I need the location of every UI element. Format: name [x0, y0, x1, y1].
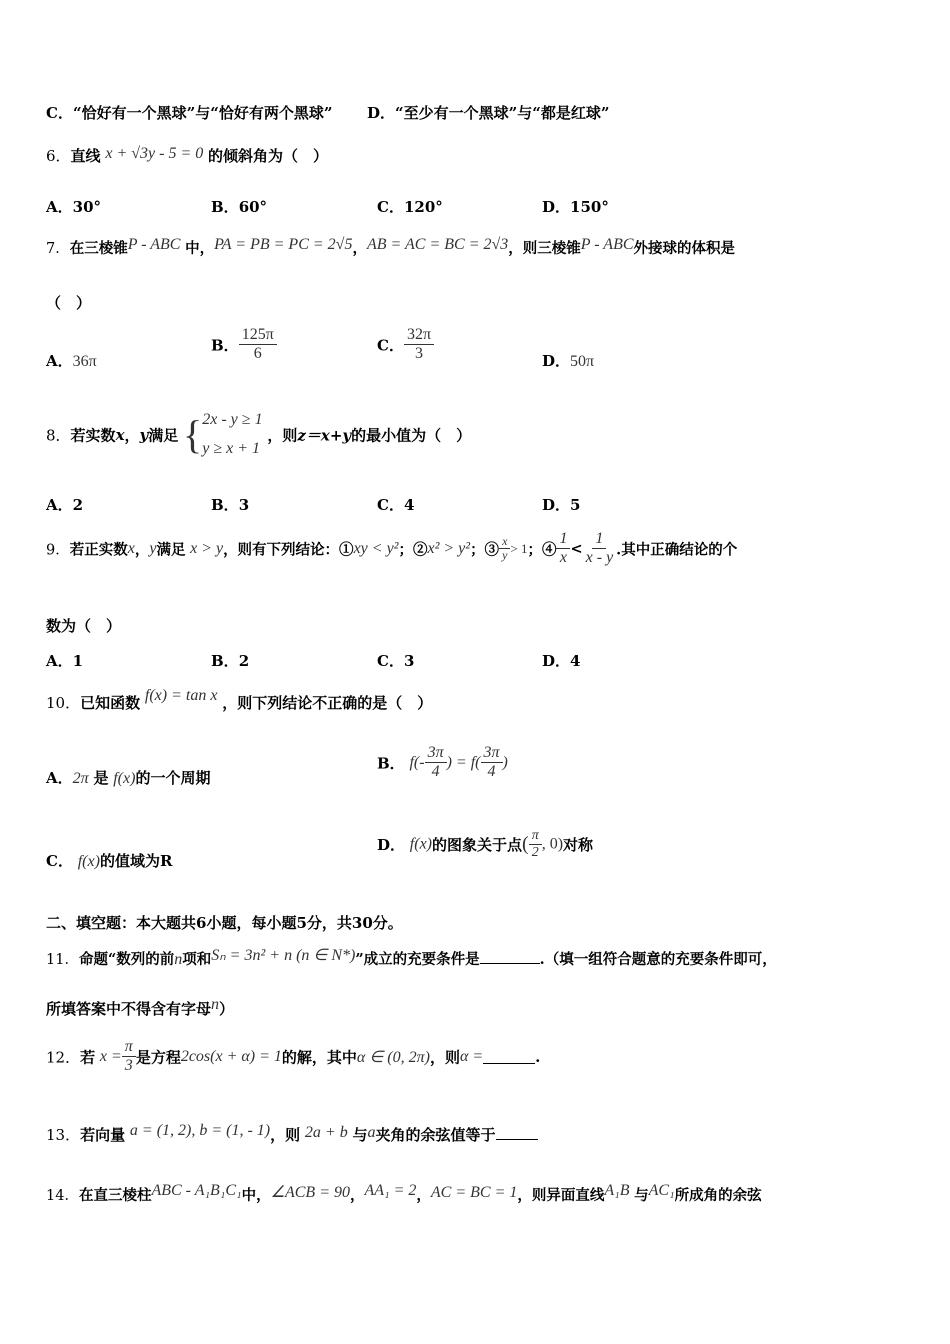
q9-var-x: x [127, 539, 135, 557]
q14-text-4: ， [416, 1187, 431, 1204]
q11-text-1: 命题“数列的前 [78, 951, 175, 968]
q8-comma: ， [124, 426, 140, 445]
q13-text-1: 若向量 [80, 1126, 126, 1144]
q12-text-1: 若 [80, 1048, 96, 1067]
q7-stem [46, 236, 904, 258]
q13-vectors: a = (1, 2), b = (1, - 1) [129, 1122, 271, 1139]
q11-text-2: 项和 [182, 951, 212, 968]
q8-stem [46, 406, 904, 464]
q8-text-1: 若实数 [70, 426, 116, 445]
q12-alpha: α = [459, 1047, 484, 1065]
q14-aa1: AA₁ = 2 [364, 1182, 417, 1199]
q13-combo: 2a + b [304, 1124, 348, 1141]
q8-text-4: 的最小值为（ ） [351, 426, 472, 445]
q12-stem [46, 1038, 904, 1076]
q7-text-3: ， [352, 240, 367, 257]
q12-answer-blank[interactable] [483, 1049, 535, 1064]
q12-fraction: $\frac{\pi}{3}$ [122, 1038, 136, 1076]
q13-answer-blank[interactable] [496, 1125, 538, 1140]
q14-angle: ∠ACB = 90 [270, 1184, 350, 1201]
q7-option-b-fraction: $\frac{125\pi}{6}$ [239, 326, 277, 364]
q11-var-n2: n [211, 996, 220, 1013]
q6-text-pre: 直线 [70, 147, 101, 165]
q11-text-4: .（填一组符合题意的充要条件即可， [539, 951, 777, 968]
q6-text-post: 的倾斜角为（ ） [208, 147, 329, 165]
q5-opt-d-text: “至少有一个黑球”与“都是红球” [394, 104, 610, 122]
q9-number: 9． [46, 542, 70, 559]
q8-option-b: B．3 [211, 496, 250, 514]
q14-a1b: A₁B [604, 1182, 630, 1199]
q11-text-3: ”成立的充要条件是 [355, 951, 480, 968]
q14-text-2: 中， [241, 1187, 271, 1204]
q8-option-a: A．2 [46, 496, 84, 514]
q8-text-3: ，则 [267, 426, 298, 445]
q9-text-3: ，则有下列结论：① [223, 541, 354, 559]
q13-text-4: 夹角的余弦值等于 [375, 1126, 496, 1144]
q10-option-a: A．2π 是 f(x)的一个周期 [46, 769, 211, 787]
q9-option-c: C．3 [377, 652, 415, 670]
q14-text-1: 在直三棱柱 [78, 1187, 152, 1204]
q9-text-5: ；③ [470, 541, 500, 559]
q9-condition: x > y [190, 539, 224, 557]
q10-option-b: B． f(- $\frac{3\pi}{4}$ ) = f( $\frac{3\pi}{4}$ ) [377, 744, 508, 781]
q14-prism: ABC - A₁B₁C₁ [151, 1182, 242, 1199]
q13-text-3: 与 [352, 1126, 368, 1144]
q9-stem-cont: 数为（ ） [46, 617, 122, 635]
q7-text-4: ，则三棱锥 [508, 240, 581, 257]
q7-option-c: C． $\frac{32\pi}{3}$ [377, 326, 434, 364]
q5-opt-c-text: “恰好有一个黑球”与“恰好有两个黑球” [72, 104, 333, 122]
q9-option-d: D．4 [542, 652, 581, 670]
q5-options-row [46, 102, 904, 123]
q10-function: f(x) = tan x [144, 687, 218, 704]
q7-option-a: A．36π [46, 352, 97, 370]
q10-option-c: C． f(x)的值域为R [46, 852, 173, 870]
q9-var-y: y [149, 539, 157, 557]
q11-stem-cont [46, 996, 904, 1019]
q10-number: 10． [46, 694, 81, 712]
section-2-heading: 二、填空题：本大题共6小题，每小题5分，共30分。 [46, 914, 403, 932]
q7-math-2: PA = PB = PC = 2√5 [214, 236, 353, 253]
q9-conclusion-3-rel: > 1 [510, 540, 528, 556]
q9-conclusion-4-left: $\frac{1}{x}$ [556, 530, 570, 568]
q7-math-3: AB = AC = BC = 2√3 [366, 236, 509, 253]
q8-constraint-system [183, 406, 263, 464]
q8-constraint-1: 2x - y ≥ 1 [202, 411, 263, 428]
q9-conclusion-4-right: $\frac{1}{x - y}$ [585, 530, 614, 567]
q14-text-6: 与 [634, 1187, 649, 1204]
q14-ac-bc: AC = BC = 1 [430, 1184, 518, 1201]
q12-text-2: 是方程 [135, 1048, 181, 1067]
q7-math-4: P - ABC [580, 236, 634, 253]
q9-text-2: 满足 [156, 541, 186, 559]
q8-option-c: C．4 [377, 496, 415, 514]
q9-conclusion-1: xy < y² [353, 539, 399, 557]
q11-answer-blank[interactable] [480, 949, 540, 964]
q9-option-a: A．1 [46, 652, 84, 670]
q11-expression: Sₙ = 3n² + n (n ∈ N*) [211, 947, 356, 964]
q12-text-5: . [535, 1047, 541, 1066]
q12-x-eq: x = [99, 1047, 122, 1065]
q6-option-c: C．120° [377, 198, 443, 216]
q5-opt-d-label: D． [366, 104, 395, 122]
q10-text-1: 已知函数 [80, 694, 141, 712]
q14-ac1: AC₁ [648, 1182, 675, 1199]
q9-text-6: ；④ [527, 541, 557, 559]
q13-number: 13． [46, 1126, 81, 1144]
q6-option-d: D．150° [542, 198, 609, 216]
q12-text-4: ，则 [429, 1048, 460, 1067]
q12-equation: 2cos(x + α) = 1 [180, 1047, 282, 1065]
q7-option-d: D．50π [542, 352, 595, 370]
q9-text-1: 若正实数 [69, 541, 128, 559]
q7-paren: （ ） [46, 294, 92, 312]
q8-objective: z＝x+y [297, 426, 352, 445]
q11-number: 11． [46, 952, 79, 968]
q10-stem [46, 686, 904, 713]
q7-math-1: P - ABC [127, 236, 181, 253]
q13-text-2: ，则 [270, 1126, 301, 1144]
q7-text-5: 外接球的体积是 [633, 240, 736, 257]
q9-comma: ， [134, 541, 150, 559]
q8-constraint-2: y ≥ x + 1 [202, 439, 261, 457]
q9-text-7: .其中正确结论的个 [616, 541, 738, 559]
q11-text-5: 所填答案中不得含有字母 [46, 1000, 212, 1018]
q5-opt-c-label: C． [46, 104, 73, 122]
q11-text-6: ） [219, 1000, 235, 1018]
q7-text-1: 在三棱锥 [69, 240, 128, 257]
q14-stem [46, 1182, 904, 1205]
q11-stem [46, 945, 904, 969]
q9-text-4: ；② [398, 541, 428, 559]
q6-option-b: B．60° [211, 198, 268, 216]
q7-option-b: B． $\frac{125\pi}{6}$ [211, 326, 277, 364]
q10-option-d: D． f(x)的图象关于点( $\frac{\pi}{2}$ , 0)对称 [377, 828, 594, 861]
q9-conclusion-3-fraction: $\frac{x}{y}$ [499, 535, 510, 564]
q12-number: 12． [46, 1048, 81, 1067]
q7-number: 7． [46, 241, 70, 257]
q7-option-c-fraction: $\frac{32\pi}{3}$ [404, 326, 434, 364]
q9-stem [46, 530, 904, 568]
q7-text-2: 中， [185, 240, 215, 257]
q14-text-3: ， [349, 1187, 365, 1204]
q8-option-d: D．5 [542, 496, 581, 514]
q14-number: 14． [46, 1188, 79, 1204]
q12-text-3: 的解，其中 [281, 1048, 357, 1067]
q9-conclusion-2: x² > y² [427, 539, 471, 557]
q6-equation: x + √3y - 5 = 0 [105, 145, 204, 162]
q11-var-n: n [174, 951, 183, 968]
q9-conclusion-4-rel: < [570, 540, 583, 558]
q6-stem [46, 145, 904, 166]
q8-number: 8． [46, 426, 71, 445]
q8-text-2: 满足 [148, 426, 179, 445]
q12-condition: α ∈ (0, 2π) [356, 1048, 430, 1066]
left-brace-icon: { [183, 411, 203, 457]
q14-text-5: ，则异面直线 [517, 1187, 605, 1204]
q6-option-a: A．30° [46, 198, 102, 216]
q13-stem [46, 1122, 904, 1145]
q14-text-7: 所成角的余弦 [674, 1187, 762, 1204]
q13-var-a: a [367, 1124, 376, 1141]
q8-var-x: x [115, 425, 125, 444]
q8-var-y: y [139, 425, 149, 444]
q6-number: 6． [46, 147, 71, 165]
q9-option-b: B．2 [211, 652, 250, 670]
q10-text-2: ，则下列结论不正确的是（ ） [222, 694, 433, 712]
